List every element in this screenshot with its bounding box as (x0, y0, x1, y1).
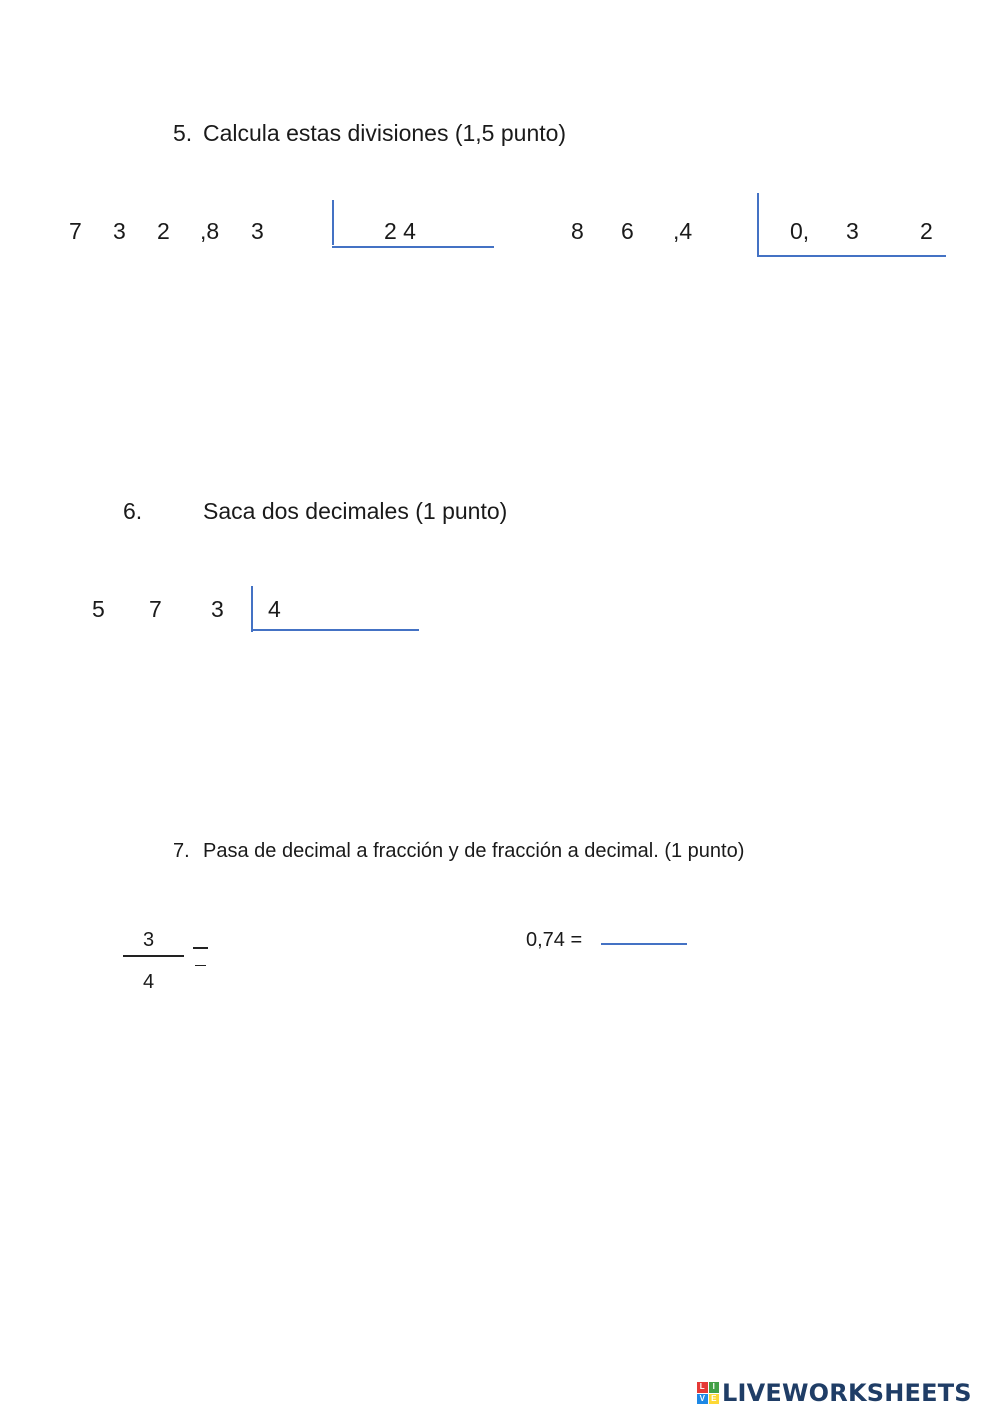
divisor-part: 0, (790, 218, 810, 244)
question-5-title: Calcula estas divisiones (1,5 punto) (203, 120, 567, 146)
dividend-digit: ,4 (673, 218, 693, 244)
fraction-bar (123, 955, 184, 957)
division-bracket-horizontal (332, 246, 494, 248)
division-bracket-vertical (332, 200, 334, 245)
dividend-digit: 5 (92, 596, 105, 622)
dividend-digit: 7 (69, 218, 82, 244)
decimal-prompt: 0,74 = (526, 929, 583, 951)
dividend-digit: 3 (113, 218, 126, 244)
question-7-number: 7. (173, 840, 190, 862)
division-bracket-horizontal (251, 629, 419, 631)
logo-text: LIVEWORKSHEETS (722, 1379, 972, 1407)
division-bracket-vertical (251, 586, 253, 632)
division-bracket-vertical (757, 193, 759, 256)
logo-mark-cell: E (709, 1394, 720, 1405)
liveworksheets-logo (697, 1379, 972, 1407)
divisor-part: 2 (920, 218, 933, 244)
question-5-number: 5. (173, 120, 193, 146)
dividend-digit: 3 (251, 218, 264, 244)
question-6-number: 6. (123, 498, 143, 524)
divisor-part: 3 (846, 218, 859, 244)
dividend-digit: 6 (621, 218, 634, 244)
division-bracket-horizontal (757, 255, 946, 257)
divisor: 2 4 (384, 218, 416, 244)
equals-sign-bottom (195, 965, 206, 966)
fraction-numerator: 3 (143, 929, 155, 951)
dividend-digit: 8 (571, 218, 584, 244)
question-6-title: Saca dos decimales (1 punto) (203, 498, 508, 524)
logo-mark-icon (697, 1382, 719, 1404)
dividend-digit: 3 (211, 596, 224, 622)
dividend-digit: 7 (149, 596, 162, 622)
logo-mark-cell: I (709, 1382, 720, 1393)
fraction-denominator: 4 (143, 971, 155, 993)
question-7-title: Pasa de decimal a fracción y de fracción a decimal. (1 punto) (203, 840, 745, 862)
logo-mark-cell: L (697, 1382, 708, 1393)
dividend-digit: 2 (157, 218, 170, 244)
logo-mark-cell: V (697, 1394, 708, 1405)
divisor: 4 (268, 596, 281, 622)
answer-line[interactable] (601, 943, 687, 945)
equals-sign-top (193, 947, 208, 949)
dividend-digit: ,8 (200, 218, 220, 244)
